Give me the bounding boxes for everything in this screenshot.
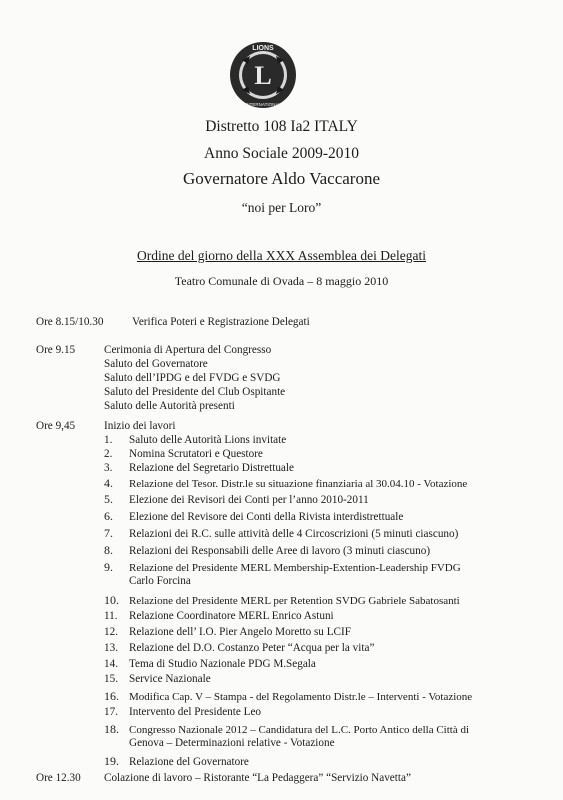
agenda-item-continuation [104, 575, 191, 587]
item-text: Service Nazionale [129, 673, 211, 685]
agenda-item [104, 673, 211, 685]
item-number: 10. [104, 593, 119, 607]
venue-date: Teatro Comunale di Ovada – 8 maggio 2010 [174, 274, 389, 288]
logo-letter: L [254, 61, 272, 90]
item-text: Genova – Determinazioni relative - Votazione [129, 737, 335, 749]
agenda-item [104, 526, 458, 541]
agenda-item [104, 476, 467, 491]
agenda-item-continuation [104, 737, 335, 749]
item-number: 14. [104, 658, 118, 670]
item-text: Relazione del Tesor. Distr.le su situazione finanziaria al 30.04.10 - Votazione [129, 478, 468, 490]
item-text: Intervento del Presidente Leo [129, 706, 262, 718]
block2-line: Saluto del Presidente del Club Ospitante [104, 386, 286, 398]
agenda-item [104, 509, 403, 524]
item-text: Relazione Coordinatore MERL Enrico Astuni [129, 610, 334, 622]
item-number: 8. [104, 543, 113, 557]
agenda-item [104, 658, 316, 670]
district-title: Distretto 108 Ia2 ITALY [205, 118, 358, 135]
logo-text-top: LIONS [252, 45, 274, 52]
item-number: 1. [104, 434, 113, 446]
item-number: 16. [104, 689, 119, 703]
item-text: Relazione dell’ I.O. Pier Angelo Moretto su LCIF [129, 626, 351, 638]
item-number: 4. [104, 476, 113, 490]
item-number: 5. [104, 492, 113, 506]
item-number: 9. [104, 560, 113, 574]
item-text: Nomina Scrutatori e Questore [129, 448, 263, 460]
item-number: 3. [104, 462, 113, 474]
agenda-title [0, 248, 563, 264]
agenda-item [104, 626, 351, 638]
lions-logo [228, 40, 298, 110]
agenda-item [104, 689, 472, 704]
item-text: Carlo Forcina [129, 575, 191, 587]
agenda-item [104, 492, 369, 507]
agenda-title-text: Ordine del giorno della XXX Assemblea dei Delegati [136, 248, 427, 263]
item-text: Relazioni dei R.C. sulle attività delle 4 Circoscrizioni (5 minuti ciascuno) [129, 528, 459, 540]
item-text: Relazioni dei Responsabili delle Aree di lavoro (3 minuti ciascuno) [129, 545, 431, 557]
item-text: Relazione del Governatore [129, 756, 249, 768]
motto: “noi per Loro” [241, 200, 322, 215]
item-number: 7. [104, 526, 113, 540]
item-text: Elezione dei Revisori dei Conti per l’anno 2010-2011 [129, 494, 369, 506]
item-number: 18. [104, 722, 119, 736]
item-text: Relazione del Presidente MERL Membership-Extention-Leadership FVDG [129, 562, 461, 574]
block2-line: Saluto del Governatore [104, 358, 208, 370]
agenda-item [104, 462, 294, 474]
item-text: Relazione del Segretario Distrettuale [129, 462, 294, 474]
item-number: 12. [104, 626, 118, 638]
item-number: 6. [104, 509, 113, 523]
item-number: 11. [104, 610, 118, 622]
block2-line: Saluto delle Autorità presenti [104, 400, 235, 412]
agenda-item [104, 560, 461, 575]
block2-line: Saluto dell’IPDG e del FVDG e SVDG [104, 372, 281, 384]
block4-text: Colazione di lavoro – Ristorante “La Pedaggera” “Servizio Navetta” [104, 772, 411, 784]
item-text: Elezione del Revisore dei Conti della Rivista interdistrettuale [129, 511, 404, 523]
agenda-item [104, 706, 261, 718]
time-block1: Ore 8.15/10.30 [36, 316, 104, 328]
agenda-item [104, 434, 286, 446]
agenda-item [104, 543, 430, 558]
agenda-item [104, 754, 249, 769]
time-block4: Ore 12.30 [36, 772, 81, 784]
item-text: Tema di Studio Nazionale PDG M.Segala [129, 658, 316, 670]
block1-text: Verifica Poteri e Registrazione Delegati [132, 316, 310, 328]
social-year: Anno Sociale 2009-2010 [204, 145, 359, 162]
item-number: 17. [104, 706, 118, 718]
item-text: Congresso Nazionale 2012 – Candidatura del L.C. Porto Antico della Città di [129, 724, 470, 736]
item-number: 19. [104, 754, 119, 768]
item-text: Relazione del Presidente MERL per Retention SVDG Gabriele Sabatosanti [129, 595, 460, 607]
agenda-item [104, 642, 374, 654]
item-text: Saluto delle Autorità Lions invitate [129, 434, 287, 446]
agenda-item [104, 722, 469, 737]
agenda-item [104, 593, 460, 608]
item-number: 15. [104, 673, 118, 685]
agenda-item [104, 448, 263, 460]
item-text: Modifica Cap. V – Stampa - del Regolamento Distr.le – Interventi - Votazione [129, 691, 473, 703]
block2-line: Cerimonia di Apertura del Congresso [104, 344, 272, 356]
time-block3: Ore 9,45 [36, 420, 76, 432]
block3-heading: Inizio dei lavori [104, 420, 176, 432]
item-number: 2. [104, 448, 113, 460]
agenda-item [104, 610, 334, 622]
item-text: Relazione del D.O. Costanzo Peter “Acqua per la vita” [129, 642, 375, 654]
time-block2: Ore 9.15 [36, 344, 76, 356]
logo-text-bottom: INTERNATIONAL [245, 102, 281, 107]
governor-name: Governatore Aldo Vaccarone [183, 169, 380, 188]
item-number: 13. [104, 642, 118, 654]
lions-emblem-icon [228, 40, 298, 110]
